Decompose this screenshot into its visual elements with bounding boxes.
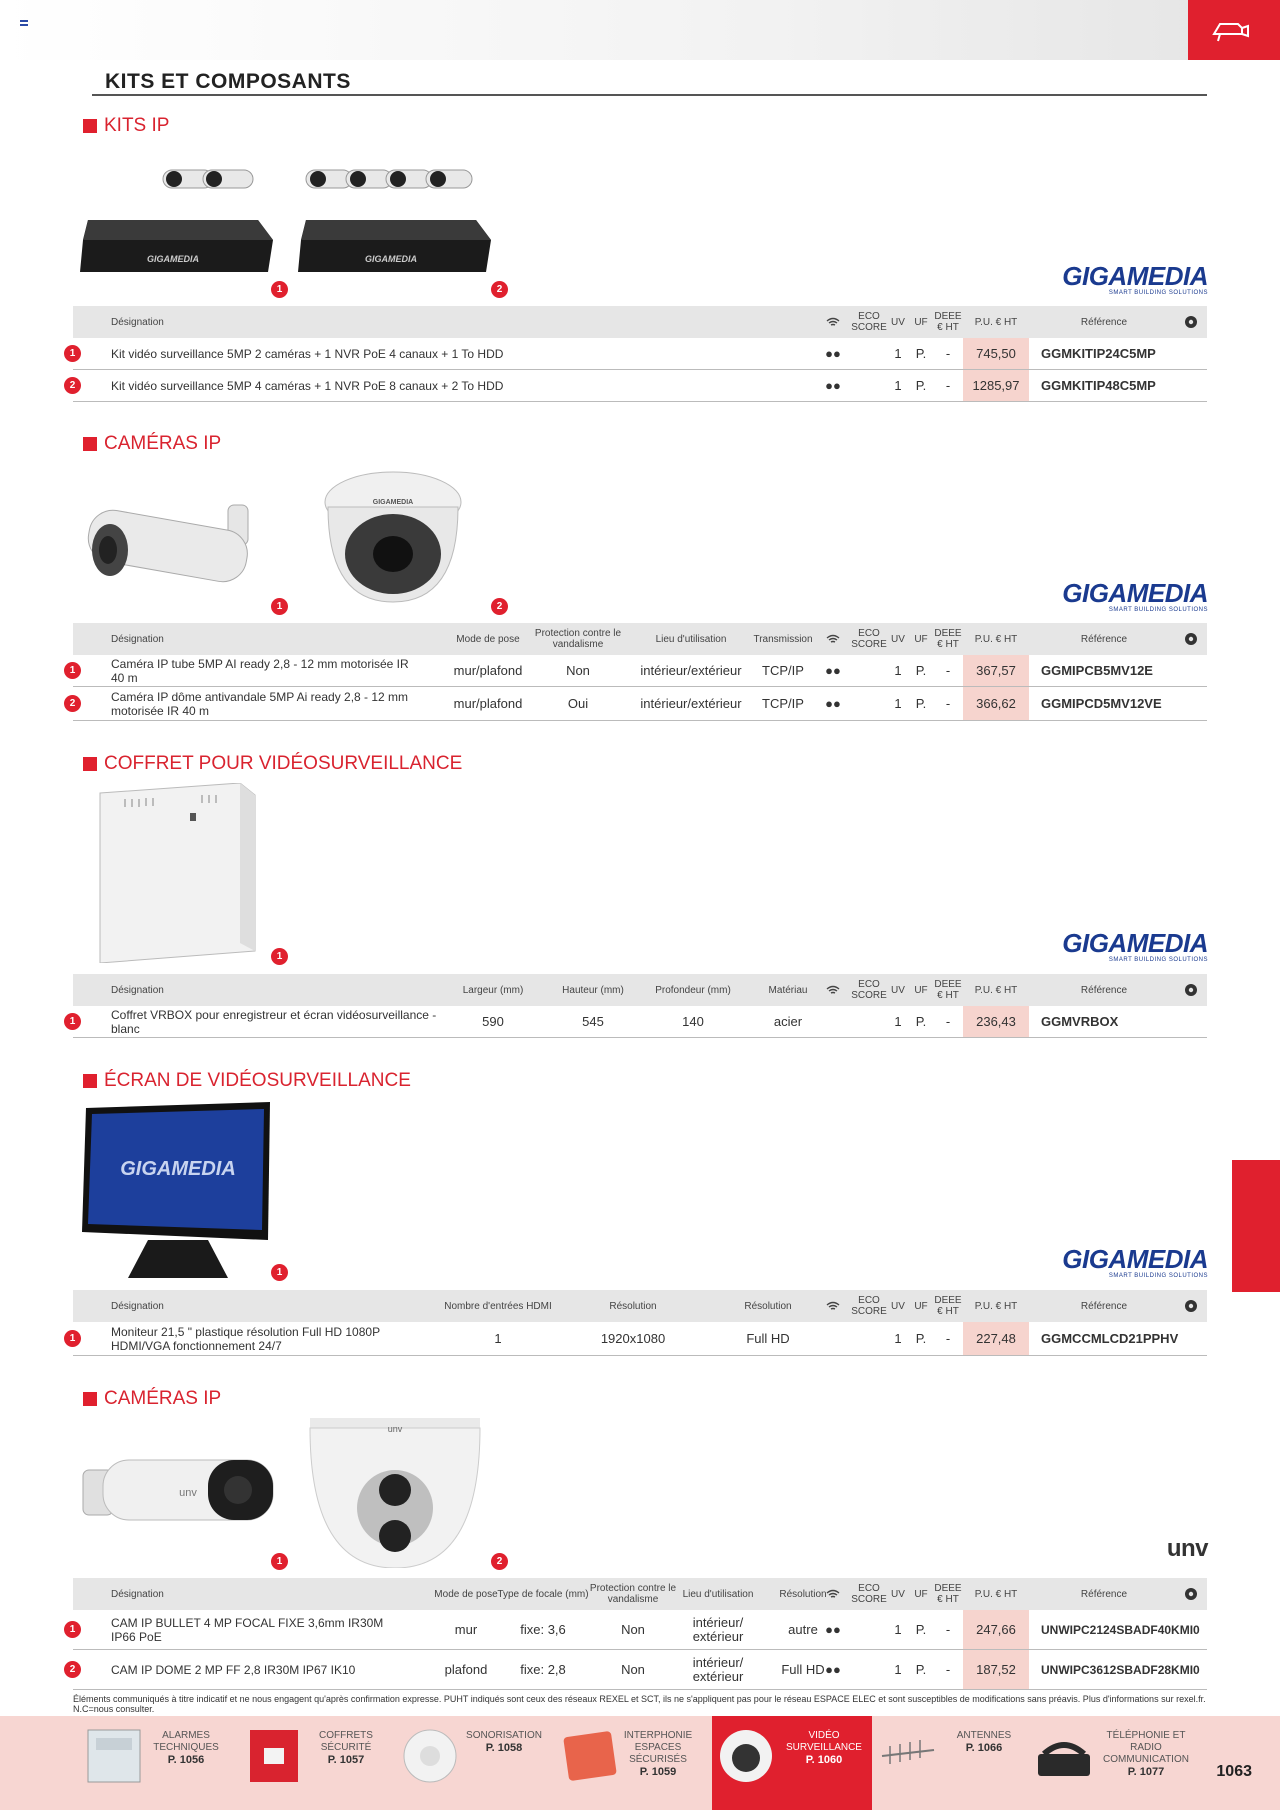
table-header: Désignation Nombre d'entrées HDMI Résolution Résolution ECO SCORE UV UF DEEE € HT P.U. € HT Référence <box>73 1290 1207 1322</box>
row-badge: 2 <box>64 377 81 394</box>
nav-sonorisation[interactable]: SONORISATION P. 1058 <box>398 1716 556 1810</box>
brand-logo-gigamedia: GIGAMEDIA SMART BUILDING SOLUTIONS <box>1062 578 1208 613</box>
title-rule <box>92 94 1207 96</box>
table-header: Désignation Largeur (mm) Hauteur (mm) Profondeur (mm) Matériau ECO SCORE UV UF DEEE € HT P.U. € HT Référence <box>73 974 1207 1006</box>
product-badge: 1 <box>271 1553 288 1570</box>
section-title-kits: KITS IP <box>83 115 169 137</box>
wifi-icon <box>825 974 841 1006</box>
nav-antennes[interactable]: ANTENNES P. 1066 <box>876 1716 1026 1810</box>
table-row: 1 Moniteur 21,5 " plastique résolution Full HD 1080P HDMI/VGA fonctionnement 24/7 1 1920x1080 Full HD 1 P. - 227,48 GGMCCMLCD21PPHV <box>73 1322 1207 1356</box>
nav-interphonie[interactable]: INTERPHONIE ESPACES SÉCURISÉS P. 1059 <box>558 1716 708 1810</box>
table-row: 2 CAM IP DOME 2 MP FF 2,8 IR30M IP67 IK10 plafond fixe: 2,8 Non intérieur/ extérieur Full HD ●● 1 P. - 187,52 UNWIPC3612SBADF28KMI0 <box>73 1650 1207 1690</box>
brand-logo-gigamedia: GIGAMEDIA SMART BUILDING SOLUTIONS <box>1062 261 1208 296</box>
safety-box-icon <box>244 1726 304 1786</box>
table-header: Désignation Mode de pose Type de focale (mm) Protection contre le vandalisme Lieu d'utilisation Résolution ECO SCORE UV UF DEEE € HT P.U. € HT Référence <box>73 1578 1207 1610</box>
page-title: KITS ET COMPOSANTS <box>105 70 351 93</box>
footnote: Éléments communiqués à titre indicatif et ne nous engagent qu'après confirmation expresse. PUHT indiqués sont ceux des réseaux REXEL et SCT, ils ne s'appliquent pas pour le réseau ESPACE ELEC et sont susceptibles de modifications sans préavis. Plus d'informations sur rexel.fr. N.C=nous consulter. <box>73 1694 1206 1714</box>
table-row: 1 Coffret VRBOX pour enregistreur et écran vidéosurveillance - blanc 590 545 140 acier 1 P. - 236,43 GGMVRBOX <box>73 1006 1207 1038</box>
eco-icon: ●● <box>825 695 841 711</box>
top-bar <box>0 0 1280 60</box>
section-title-cameras-ip-unv: CAMÉRAS IP <box>83 1388 221 1410</box>
eco-icon: ●● <box>825 662 841 678</box>
page-number: 1063 <box>1216 1763 1252 1780</box>
product-badge: 1 <box>271 281 288 298</box>
product-badge: 1 <box>271 948 288 965</box>
product-badge: 2 <box>491 598 508 615</box>
row-badge: 1 <box>64 345 81 362</box>
row-badge: 2 <box>64 695 81 712</box>
wifi-icon <box>825 306 841 338</box>
table-row: 2 Kit vidéo surveillance 5MP 4 caméras + 1 NVR PoE 8 canaux + 2 To HDD ●● 1 P. - 1285,97 GGMKITIP48C5MP <box>73 370 1207 402</box>
nav-video-surveillance[interactable]: VIDÉO SURVEILLANCE P. 1060 <box>712 1716 872 1810</box>
svg-text:GIGAMEDIA: GIGAMEDIA <box>364 254 418 264</box>
side-tab[interactable] <box>1232 1160 1280 1292</box>
gear-icon[interactable] <box>1181 1290 1201 1322</box>
category-tab[interactable] <box>1188 0 1280 60</box>
wifi-icon <box>825 623 841 655</box>
camera-icon <box>1210 14 1250 44</box>
product-image-bullet-camera <box>78 495 278 620</box>
brand-logo-unv: unv <box>1166 1535 1208 1562</box>
brand-logo-gigamedia: GIGAMEDIA SMART BUILDING SOLUTIONS <box>1062 928 1208 963</box>
nav-coffrets-securite[interactable]: COFFRETS SÉCURITÉ P. 1057 <box>240 1716 390 1810</box>
table-header: Désignation Mode de pose Protection contre le vandalisme Lieu d'utilisation Transmission ECO SCORE UV UF DEEE € HT P.U. € HT Référence <box>73 623 1207 655</box>
product-image-dome-camera-unv <box>305 1418 485 1573</box>
nav-alarmes-techniques[interactable]: ALARMES TECHNIQUES P. 1056 <box>80 1716 230 1810</box>
product-badge: 2 <box>491 1553 508 1570</box>
section-title-cameras-ip: CAMÉRAS IP <box>83 433 221 455</box>
product-image-dome-camera <box>318 462 468 617</box>
table-header: Désignation ECO SCORE UV UF DEEE € HT P.U. € HT Référence <box>73 306 1207 338</box>
section-title-ecran: ÉCRAN DE VIDÉOSURVEILLANCE <box>83 1070 411 1092</box>
product-image-coffret <box>90 783 260 968</box>
eco-icon: ●● <box>825 1661 841 1677</box>
svg-text:GIGAMEDIA: GIGAMEDIA <box>372 499 414 506</box>
gear-icon[interactable] <box>1181 623 1201 655</box>
row-badge: 1 <box>64 1621 81 1638</box>
product-badge: 1 <box>271 598 288 615</box>
antenna-icon <box>878 1726 938 1786</box>
row-badge: 2 <box>64 1661 81 1678</box>
dome-camera-icon <box>716 1726 776 1786</box>
table-cameras-ip <box>69 623 1207 721</box>
table-row: 1 Caméra IP tube 5MP AI ready 2,8 - 12 mm motorisée IR 40 m mur/plafond Non intérieur/extérieur TCP/IP ●● 1 P. - 367,57 GGMIPCB5MV12E <box>73 655 1207 687</box>
product-image-bullet-camera-unv <box>78 1440 278 1555</box>
product-image-kit-2cam <box>78 160 278 283</box>
gear-icon[interactable] <box>1181 974 1201 1006</box>
product-image-monitor <box>78 1100 278 1285</box>
table-coffret <box>69 974 1207 1038</box>
table-row: 1 Kit vidéo surveillance 5MP 2 caméras + 1 NVR PoE 4 canaux + 1 To HDD ●● 1 P. - 745,50 GGMKITIP24C5MP <box>73 338 1207 370</box>
nav-telephonie[interactable]: TÉLÉPHONIE ET RADIO COMMUNICATION P. 1077 <box>1030 1716 1200 1810</box>
wifi-icon <box>825 1578 841 1610</box>
table-kits <box>69 306 1207 402</box>
svg-text:GIGAMEDIA: GIGAMEDIA <box>120 1158 236 1180</box>
svg-text:unv: unv <box>179 1487 197 1499</box>
row-badge: 1 <box>64 1013 81 1030</box>
gear-icon[interactable] <box>1181 1578 1201 1610</box>
table-cameras-ip-unv <box>69 1578 1207 1690</box>
svg-text:unv: unv <box>387 1424 403 1434</box>
row-badge: 1 <box>64 662 81 679</box>
svg-text:GIGAMEDIA: GIGAMEDIA <box>146 254 200 264</box>
eco-icon: ●● <box>825 345 841 361</box>
gear-icon[interactable] <box>1181 306 1201 338</box>
table-ecran <box>69 1290 1207 1356</box>
wifi-icon <box>825 1290 841 1322</box>
speaker-icon <box>400 1726 460 1786</box>
product-image-kit-4cam <box>296 160 496 283</box>
brand-logo-gigamedia: GIGAMEDIA SMART BUILDING SOLUTIONS <box>1062 1244 1208 1279</box>
eco-icon: ●● <box>825 1621 841 1637</box>
product-badge: 2 <box>491 281 508 298</box>
row-badge: 1 <box>64 1330 81 1347</box>
bottom-navigation <box>0 1716 1280 1810</box>
flag-icon <box>20 20 28 26</box>
table-row: 2 Caméra IP dôme antivandale 5MP Ai ready 2,8 - 12 mm motorisée IR 40 m mur/plafond Oui intérieur/extérieur TCP/IP ●● 1 P. - 366,62 GGMIPCD5MV12VE <box>73 687 1207 721</box>
table-row: 1 CAM IP BULLET 4 MP FOCAL FIXE 3,6mm IR30M IP66 PoE mur fixe: 3,6 Non intérieur/ extérieur autre ●● 1 P. - 247,66 UNWIPC2124SBADF40KMI0 <box>73 1610 1207 1650</box>
product-badge: 1 <box>271 1264 288 1281</box>
eco-icon: ●● <box>825 377 841 393</box>
alarm-panel-icon <box>84 1726 144 1786</box>
phone-icon <box>1034 1726 1094 1786</box>
section-title-coffret: COFFRET POUR VIDÉOSURVEILLANCE <box>83 753 462 775</box>
